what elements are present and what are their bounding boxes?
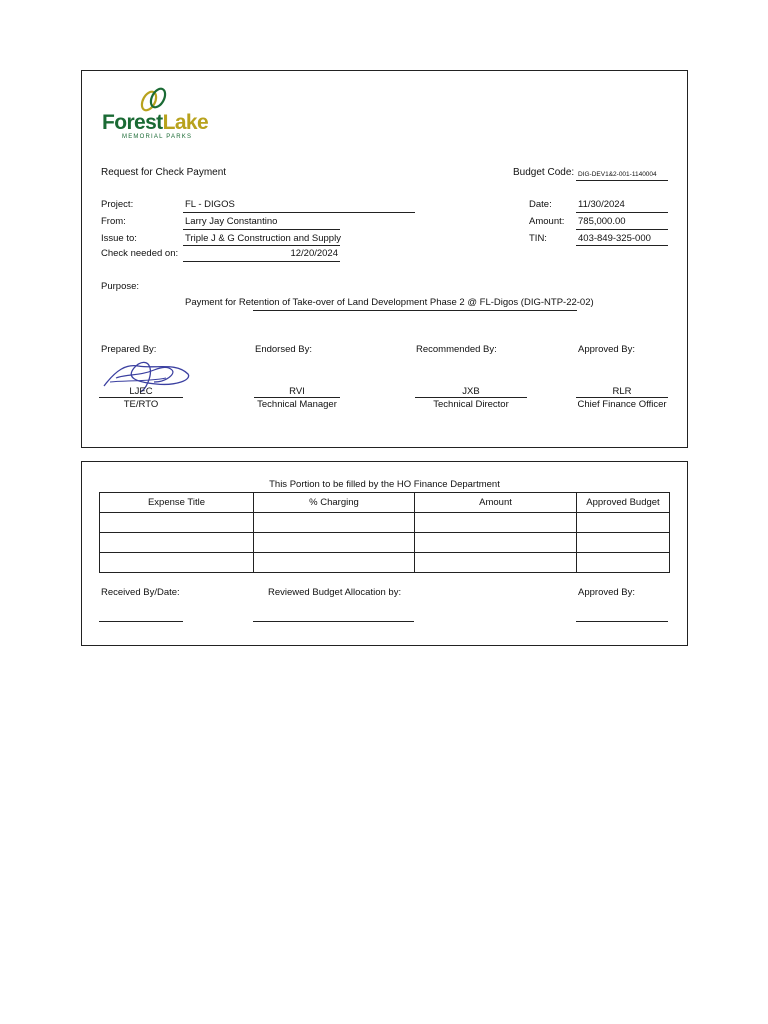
tin-label: TIN: [529,233,547,244]
approved-by-line [576,397,668,398]
date-underline [576,212,668,213]
date-label: Date: [529,199,552,210]
form-title: Request for Check Payment [101,167,227,178]
received-by-line [99,621,183,622]
table-cell[interactable] [415,533,577,553]
check-needed-value: 12/20/2024 [290,248,338,259]
amount-underline [576,229,668,230]
issue-to-underline [183,245,340,246]
budget-code-label: Budget Code: [513,167,575,178]
endorsed-by-role: Technical Manager [257,399,337,410]
endorsed-by-initials: RVI [289,386,305,397]
table-cell[interactable] [577,553,670,573]
prepared-by-role: TE/RTO [123,399,159,410]
col-expense-title: Expense Title [100,493,254,513]
purpose-value: Payment for Retention of Take-over of Land Development Phase 2 @ FL-Digos (DIG-NTP-22-02) [185,297,594,308]
project-value: FL - DIGOS [185,199,235,210]
approved-by-role: Chief Finance Officer [577,399,667,410]
endorsed-by-line [254,397,340,398]
recommended-by-initials: JXB [462,386,480,397]
from-value: Larry Jay Constantino [185,216,278,227]
table-cell[interactable] [254,553,415,573]
col-amount: Amount [415,493,577,513]
table-cell[interactable] [415,553,577,573]
from-underline [183,229,340,230]
endorsed-by-label: Endorsed By: [255,344,313,355]
purpose-label: Purpose: [101,281,140,292]
table-cell[interactable] [100,513,254,533]
table-cell[interactable] [254,533,415,553]
check-needed-label: Check needed on: [101,248,179,259]
budget-code-underline [576,180,668,181]
issue-to-value: Triple J & G Construction and Supply [185,233,341,244]
finance-table-header [100,493,670,513]
check-needed-underline [183,261,340,262]
finance-title: This Portion to be filled by the HO Finance Department [269,479,500,490]
received-by-label: Received By/Date: [101,587,180,598]
logo-name-part1: Forest [102,111,163,134]
amount-label: Amount: [529,216,565,227]
table-cell[interactable] [577,513,670,533]
finance-table [99,492,670,573]
project-label: Project: [101,199,134,210]
table-row [100,553,670,573]
recommended-by-role: Technical Director [433,399,509,410]
logo-name-part2: Lake [162,111,209,134]
reviewed-budget-label: Reviewed Budget Allocation by: [268,587,402,598]
prepared-by-initials: LJEC [129,386,153,397]
col-approved-budget: Approved Budget [577,493,670,513]
project-underline [183,212,415,213]
finance-approved-by-label: Approved By: [578,587,636,598]
table-cell[interactable] [100,553,254,573]
reviewed-budget-line [253,621,414,622]
recommended-by-label: Recommended By: [416,344,497,355]
approved-by-initials: RLR [612,386,632,397]
table-cell[interactable] [415,513,577,533]
col-percent-charging: % Charging [254,493,415,513]
from-label: From: [101,216,126,227]
prepared-by-label: Prepared By: [101,344,157,355]
purpose-underline [253,310,577,311]
tin-value: 403-849-325-000 [578,233,651,244]
forestlake-logo [102,86,212,142]
logo-rings-icon [136,86,176,112]
finance-approved-by-line [576,621,668,622]
issue-to-label: Issue to: [101,233,137,244]
table-cell[interactable] [577,533,670,553]
budget-code-value: DIG-DEV1&2-001-1140004 [578,171,657,178]
table-cell[interactable] [100,533,254,553]
approved-by-label: Approved By: [578,344,636,355]
tin-underline [576,245,668,246]
prepared-by-line [99,397,183,398]
recommended-by-line [415,397,527,398]
date-value: 11/30/2024 [578,199,625,210]
logo-wordmark [102,112,208,134]
logo-tagline: MEMORIAL PARKS [122,134,193,140]
table-cell[interactable] [254,513,415,533]
table-row [100,513,670,533]
table-row [100,533,670,553]
amount-value: 785,000.00 [578,216,626,227]
